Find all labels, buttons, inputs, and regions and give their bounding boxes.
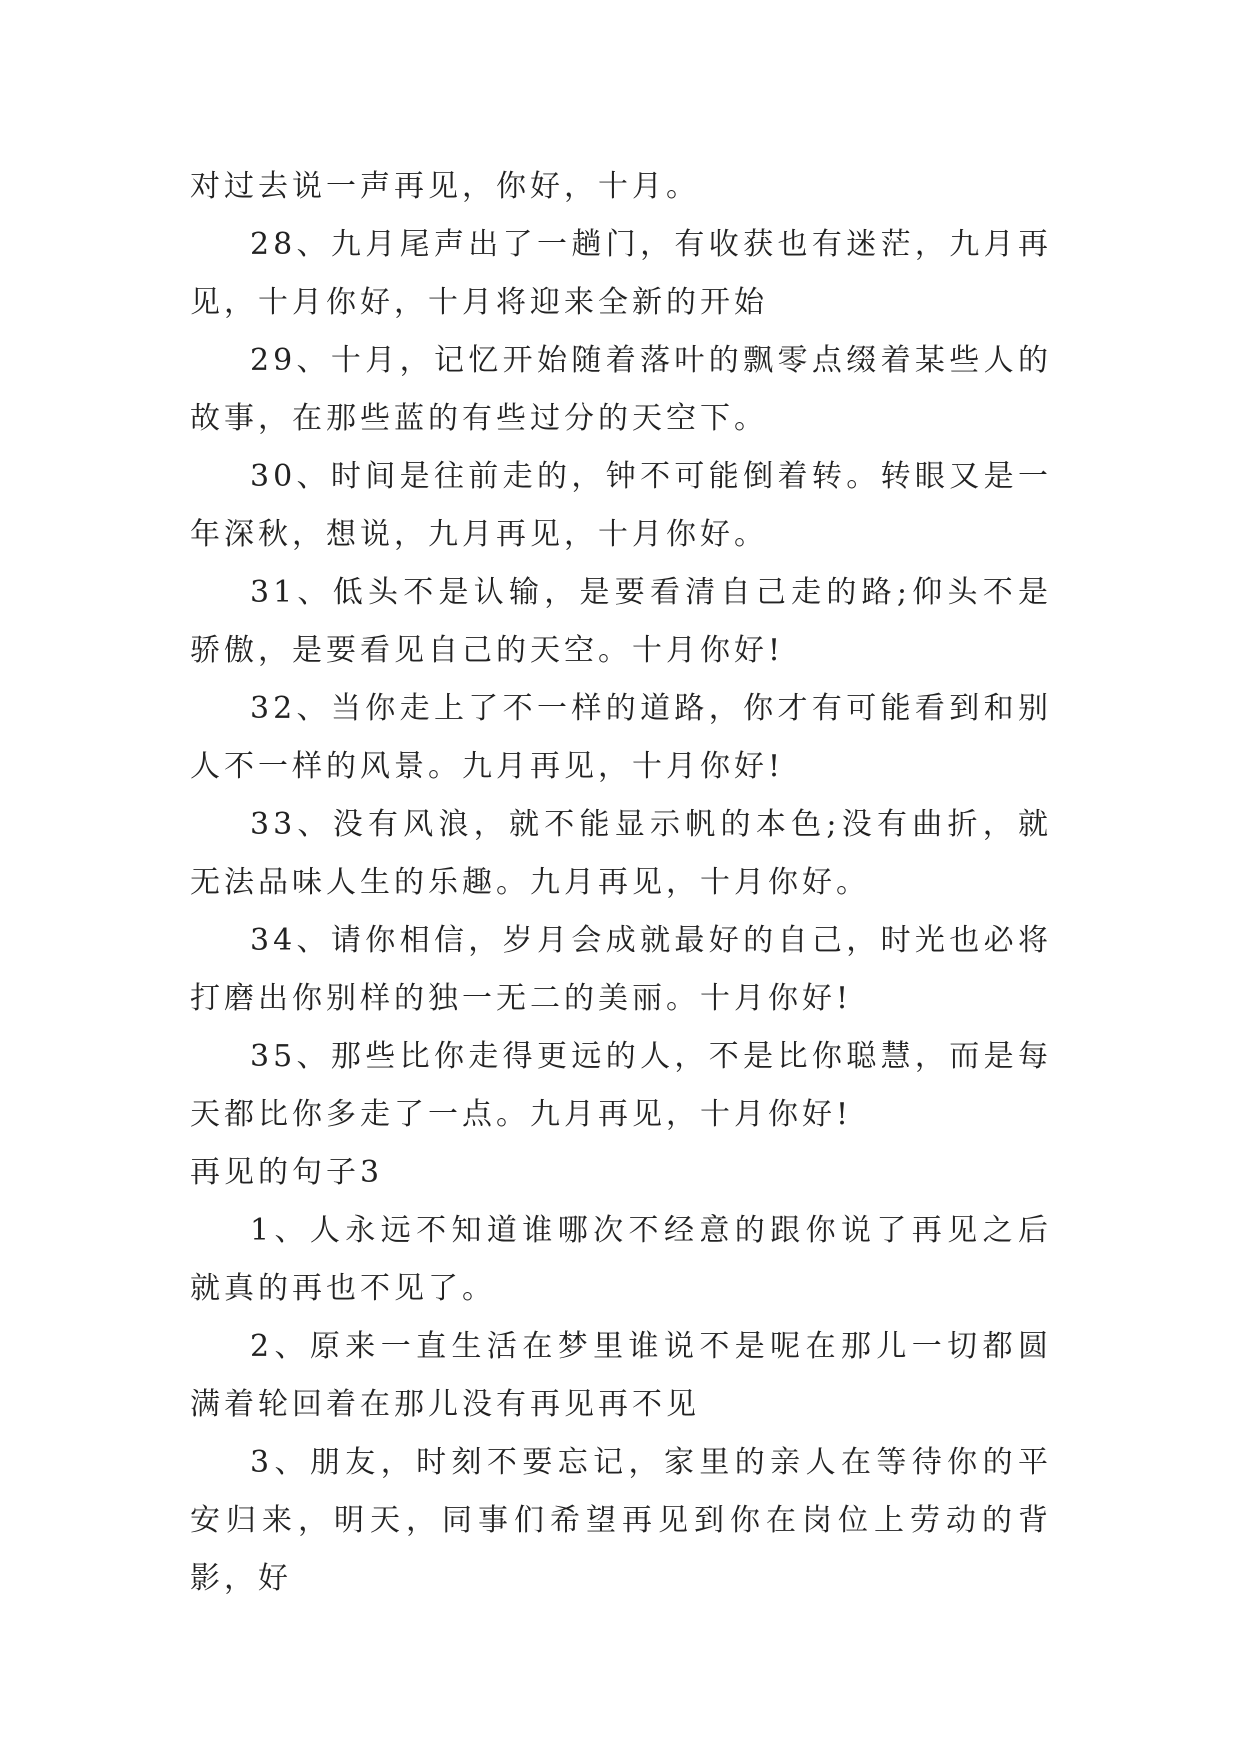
list-item-2: 2、原来一直生活在梦里谁说不是呢在那儿一切都圆满着轮回着在那儿没有再见再不见 — [190, 1329, 1052, 1422]
list-item-29: 29、十月，记忆开始随着落叶的飘零点缀着某些人的故事，在那些蓝的有些过分的天空下。 — [190, 343, 1052, 436]
list-item-1: 1、人永远不知道谁哪次不经意的跟你说了再见之后就真的再也不见了。 — [190, 1213, 1052, 1306]
list-item-35: 35、那些比你走得更远的人，不是比你聪慧，而是每天都比你多走了一点。九月再见，十月你好! — [190, 1039, 1052, 1132]
list-item-3: 3、朋友，时刻不要忘记，家里的亲人在等待你的平安归来，明天，同事们希望再见到你在岗位上劳动的背影，好 — [190, 1445, 1052, 1596]
paragraph-continuation: 对过去说一声再见，你好，十月。 — [190, 169, 700, 204]
list-item-34: 34、请你相信，岁月会成就最好的自己，时光也必将打磨出你别样的独一无二的美丽。十月你好! — [190, 923, 1052, 1016]
list-item-31: 31、低头不是认输，是要看清自己走的路;仰头不是骄傲，是要看见自己的天空。十月你好! — [190, 575, 1052, 668]
list-item-32: 32、当你走上了不一样的道路，你才有可能看到和别人不一样的风景。九月再见，十月你好! — [190, 691, 1052, 784]
list-item-30: 30、时间是往前走的，钟不可能倒着转。转眼又是一年深秋，想说，九月再见，十月你好。 — [190, 459, 1052, 552]
list-item-28: 28、九月尾声出了一趟门，有收获也有迷茫，九月再见，十月你好，十月将迎来全新的开始 — [190, 227, 1052, 320]
document-body — [190, 158, 1052, 1608]
section-heading: 再见的句子3 — [190, 1155, 384, 1190]
list-item-33: 33、没有风浪，就不能显示帆的本色;没有曲折，就无法品味人生的乐趣。九月再见，十月你好。 — [190, 807, 1052, 900]
